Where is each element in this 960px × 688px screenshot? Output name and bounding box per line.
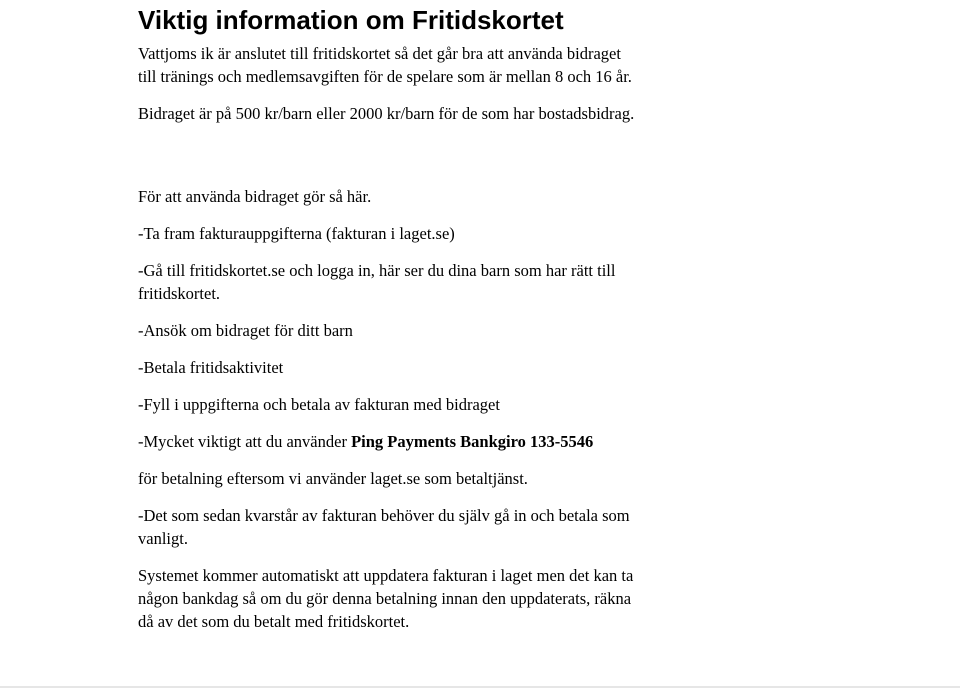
intro-paragraph-1: Vattjoms ik är anslutet till fritidskortet så det går bra att använda bidraget till tränings och medlemsavgiften för de spelare som är mellan 8 och 16 år. <box>138 44 632 86</box>
bankgiro-number: Ping Payments Bankgiro 133-5546 <box>351 432 594 451</box>
step-6-text: -Mycket viktigt att du använder <box>138 432 352 451</box>
step-6 <box>138 430 638 453</box>
steps-heading: För att använda bidraget gör så här. <box>138 187 372 206</box>
closing-paragraph: Systemet kommer automatiskt att uppdatera fakturan i laget men det kan ta någon bankdag så om du gör denna betalning innan den uppdaterats, räkna då av det som du betalt med fritidskortet. <box>138 566 634 631</box>
step-2: -Gå till fritidskortet.se och logga in, här ser du dina barn som har rätt till fritidskortet. <box>138 261 616 303</box>
step-6-continuation: för betalning eftersom vi använder laget.se som betaltjänst. <box>138 469 528 488</box>
step-7: -Det som sedan kvarstår av fakturan behöver du själv gå in och betala som vanligt. <box>138 506 630 548</box>
spacer <box>138 139 638 185</box>
step-1: -Ta fram fakturauppgifterna (fakturan i laget.se) <box>138 224 455 243</box>
step-3: -Ansök om bidraget för ditt barn <box>138 321 353 340</box>
page-title: Viktig information om Fritidskortet <box>138 5 564 35</box>
step-5: -Fyll i uppgifterna och betala av fakturan med bidraget <box>138 395 500 414</box>
document-content <box>138 0 638 647</box>
intro-paragraph-2: Bidraget är på 500 kr/barn eller 2000 kr/barn för de som har bostadsbidrag. <box>138 104 635 123</box>
step-4: -Betala fritidsaktivitet <box>138 358 284 377</box>
